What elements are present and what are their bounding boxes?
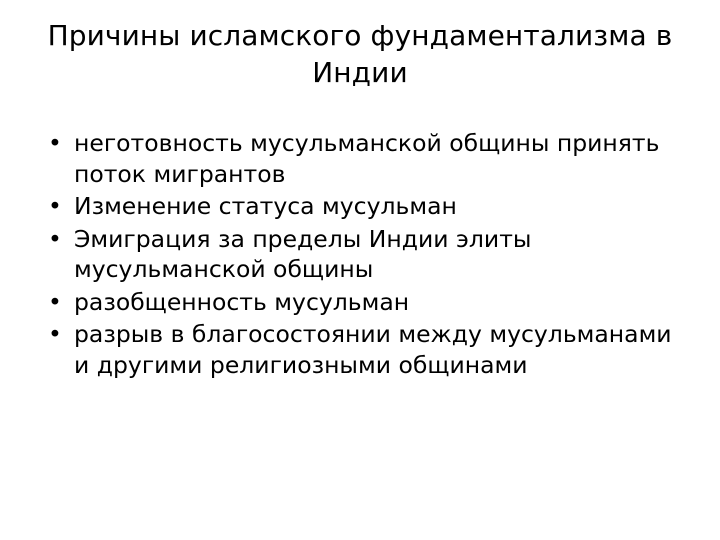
list-item-label: разобщенность мусульман bbox=[74, 287, 410, 316]
list-item-label: неготовность мусульманской общины принять поток мигрантов bbox=[74, 129, 660, 188]
bullet-list bbox=[30, 128, 685, 382]
bullet-icon: • bbox=[48, 192, 62, 221]
list-item-label: разрыв в благосостоянии между мусульманами и другими религиозными общинами bbox=[74, 320, 672, 379]
bullet-icon: • bbox=[48, 224, 62, 253]
page-title: Причины исламского фундаментализма в Индии bbox=[47, 19, 673, 89]
list-item bbox=[30, 224, 685, 285]
list-item bbox=[30, 128, 685, 189]
list-item bbox=[30, 319, 685, 380]
bullet-icon: • bbox=[48, 287, 62, 316]
list-item-label: Эмиграция за пределы Индии элиты мусульманской общины bbox=[74, 224, 532, 284]
bullet-icon: • bbox=[48, 129, 62, 157]
list-item-label: Изменение статуса мусульман bbox=[74, 192, 457, 221]
list-item bbox=[30, 191, 685, 222]
list-item bbox=[30, 287, 685, 318]
bullet-icon: • bbox=[48, 320, 62, 349]
